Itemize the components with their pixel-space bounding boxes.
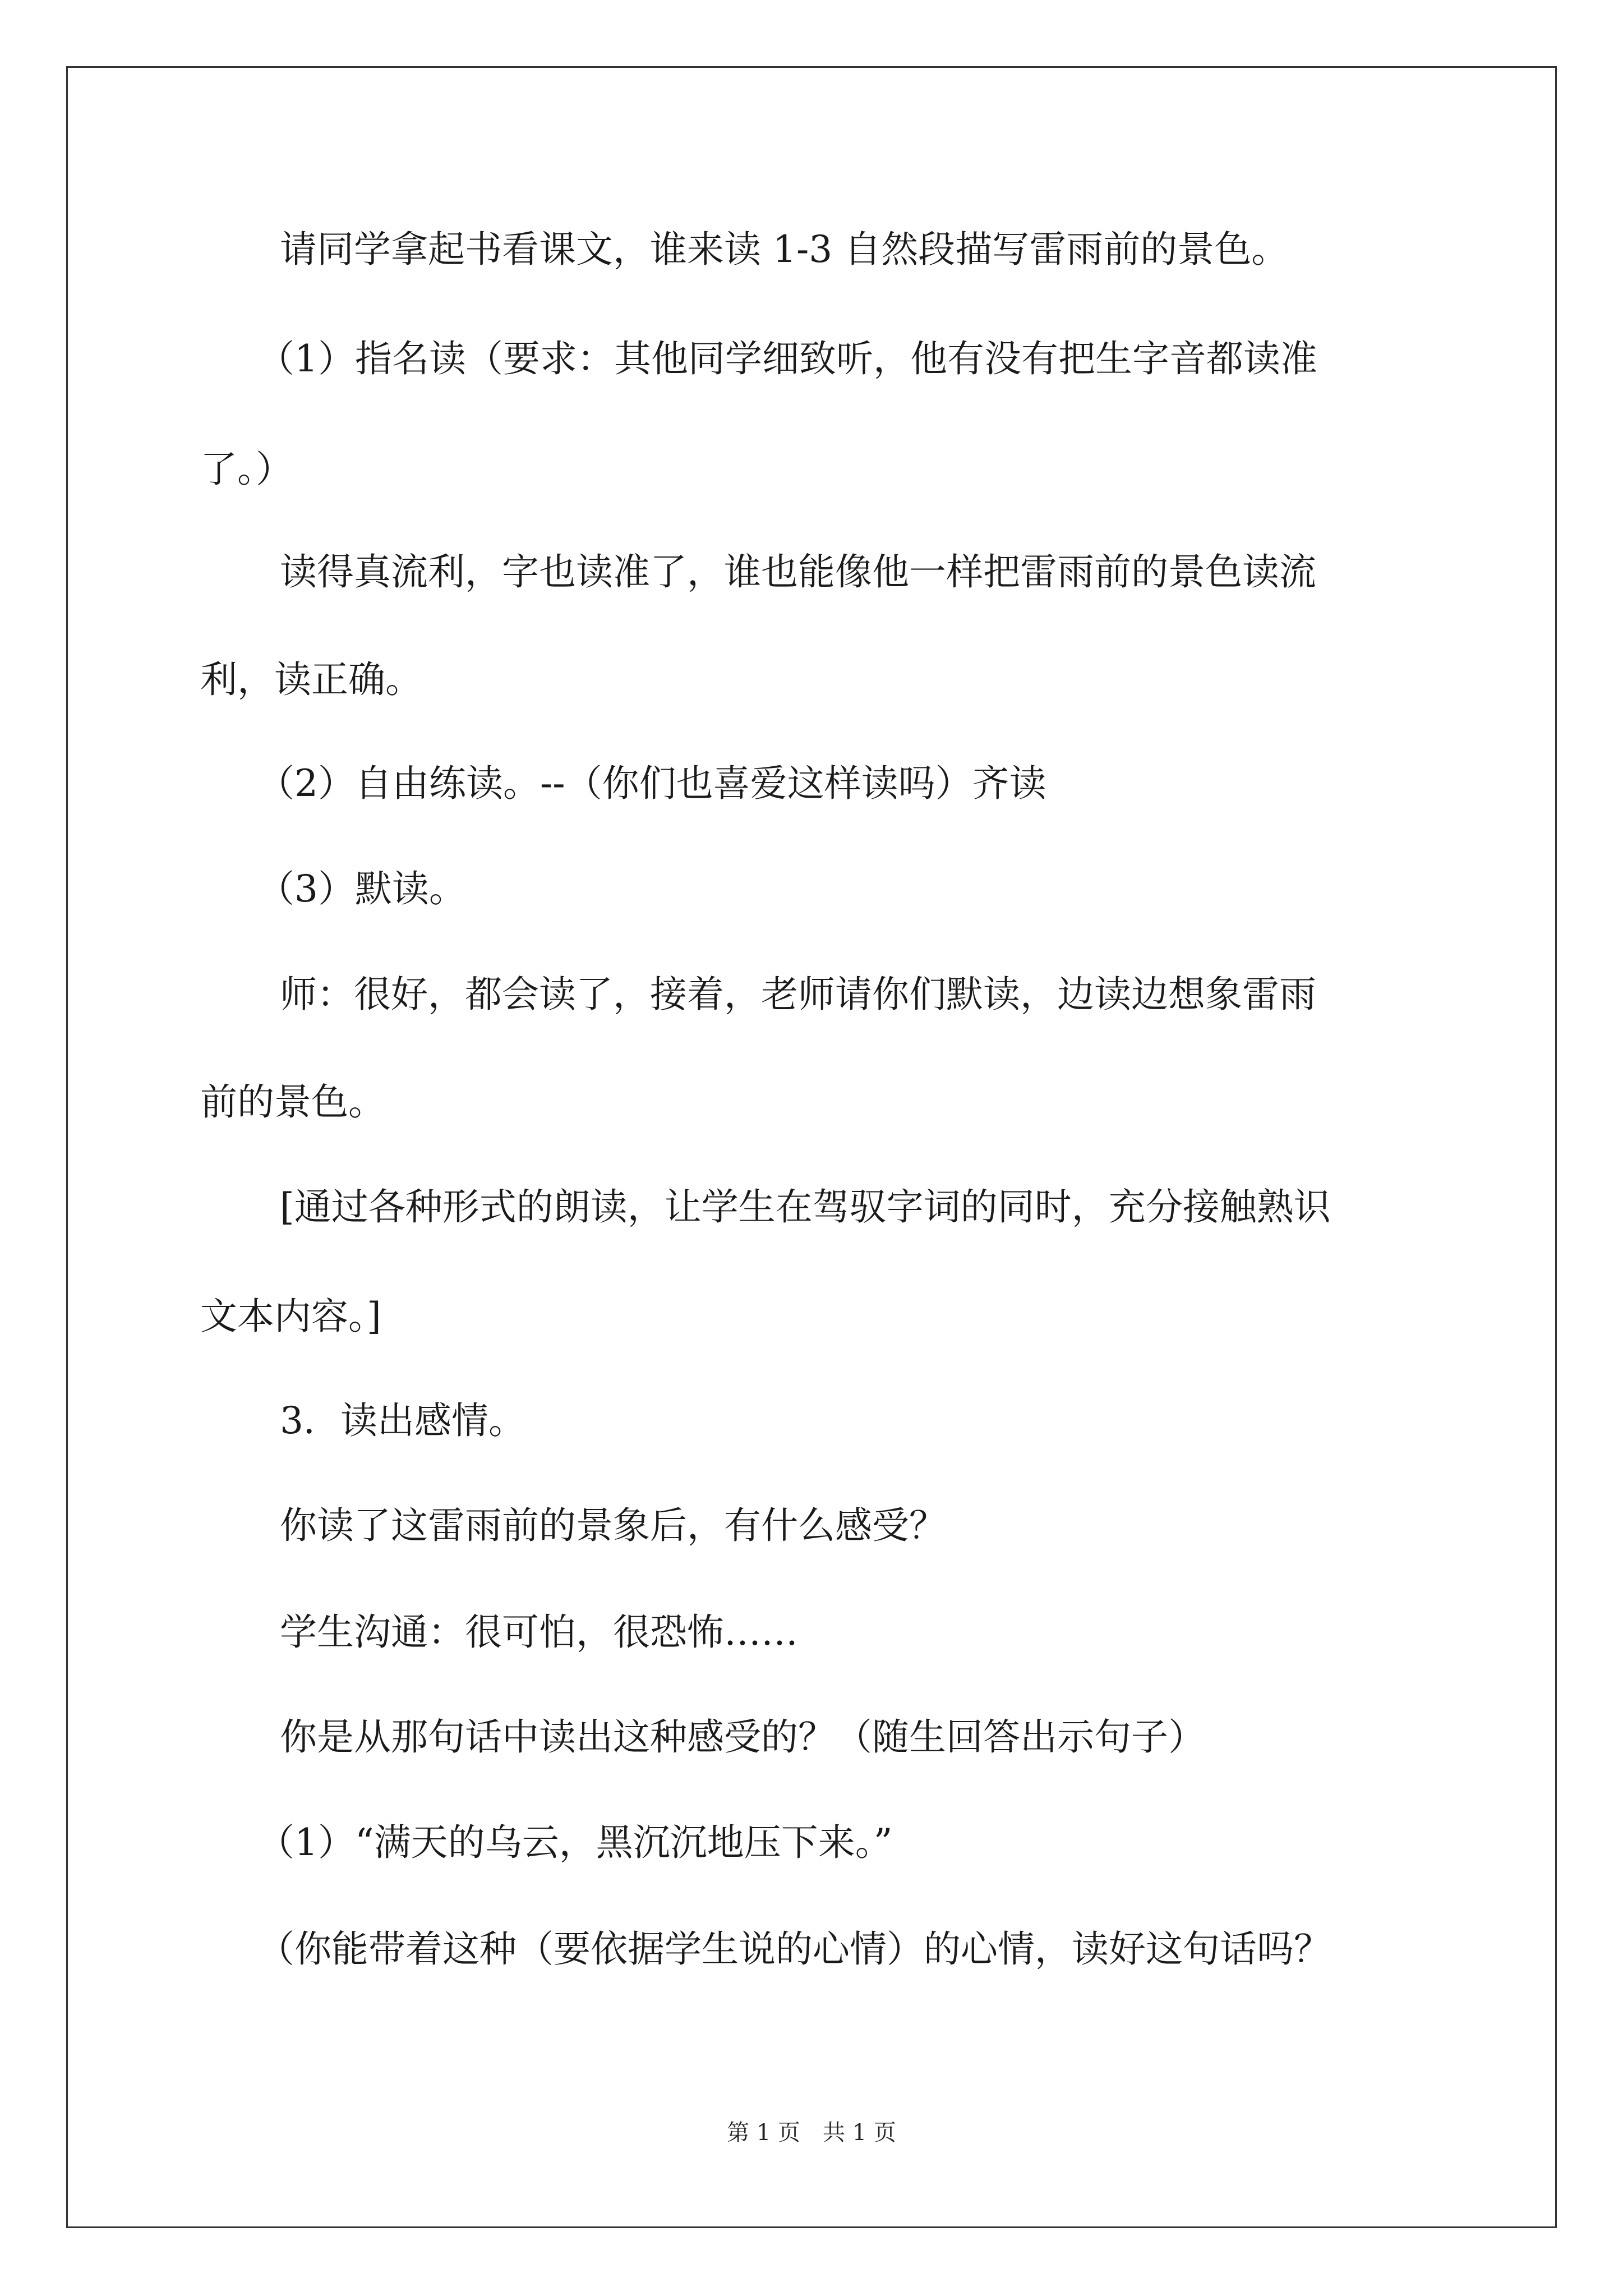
- paragraph-line: 文本内容。]: [200, 1295, 381, 1338]
- paragraph-line: 师：很好，都会读了，接着，老师请你们默读，边读边想象雷雨: [280, 973, 1316, 1016]
- paragraph-line: 你是从那句话中读出这种感受的？（随生回答出示句子）: [280, 1715, 1205, 1759]
- paragraph-line: （2）自由练读。--（你们也喜爱这样读吗）齐读: [257, 762, 1046, 805]
- paragraph-line: （1）“满天的乌云，黑沉沉地压下来。”: [257, 1821, 893, 1864]
- paragraph-line: 读得真流利，字也读准了，谁也能像他一样把雷雨前的景色读流: [280, 550, 1316, 593]
- paragraph-line: 请同学拿起书看课文，谁来读 1-3 自然段描写雷雨前的景色。: [280, 228, 1289, 271]
- paragraph-line: 利，读正确。: [200, 658, 422, 701]
- paragraph-line: [通过各种形式的朗读，让学生在驾驭字词的同时，充分接触熟识: [280, 1185, 1331, 1228]
- paragraph-line: 了。）: [200, 448, 293, 491]
- paragraph-line: （1）指名读（要求：其他同学细致听，他有没有把生字音都读准: [257, 337, 1317, 380]
- paragraph-line: 3．读出感情。: [280, 1399, 525, 1442]
- paragraph-line: 前的景色。: [200, 1080, 385, 1124]
- page-border: [66, 66, 1557, 2228]
- paragraph-line: （3）默读。: [257, 867, 466, 910]
- paragraph-line: 你读了这雷雨前的景象后，有什么感受？: [280, 1504, 946, 1547]
- paragraph-line: 学生沟通：很可怕，很恐怖……: [280, 1611, 798, 1654]
- page-footer: 第 1 页 共 1 页: [727, 2120, 896, 2146]
- paragraph-line: （你能带着这种（要依据学生说的心情）的心情，读好这句话吗？: [257, 1927, 1331, 1971]
